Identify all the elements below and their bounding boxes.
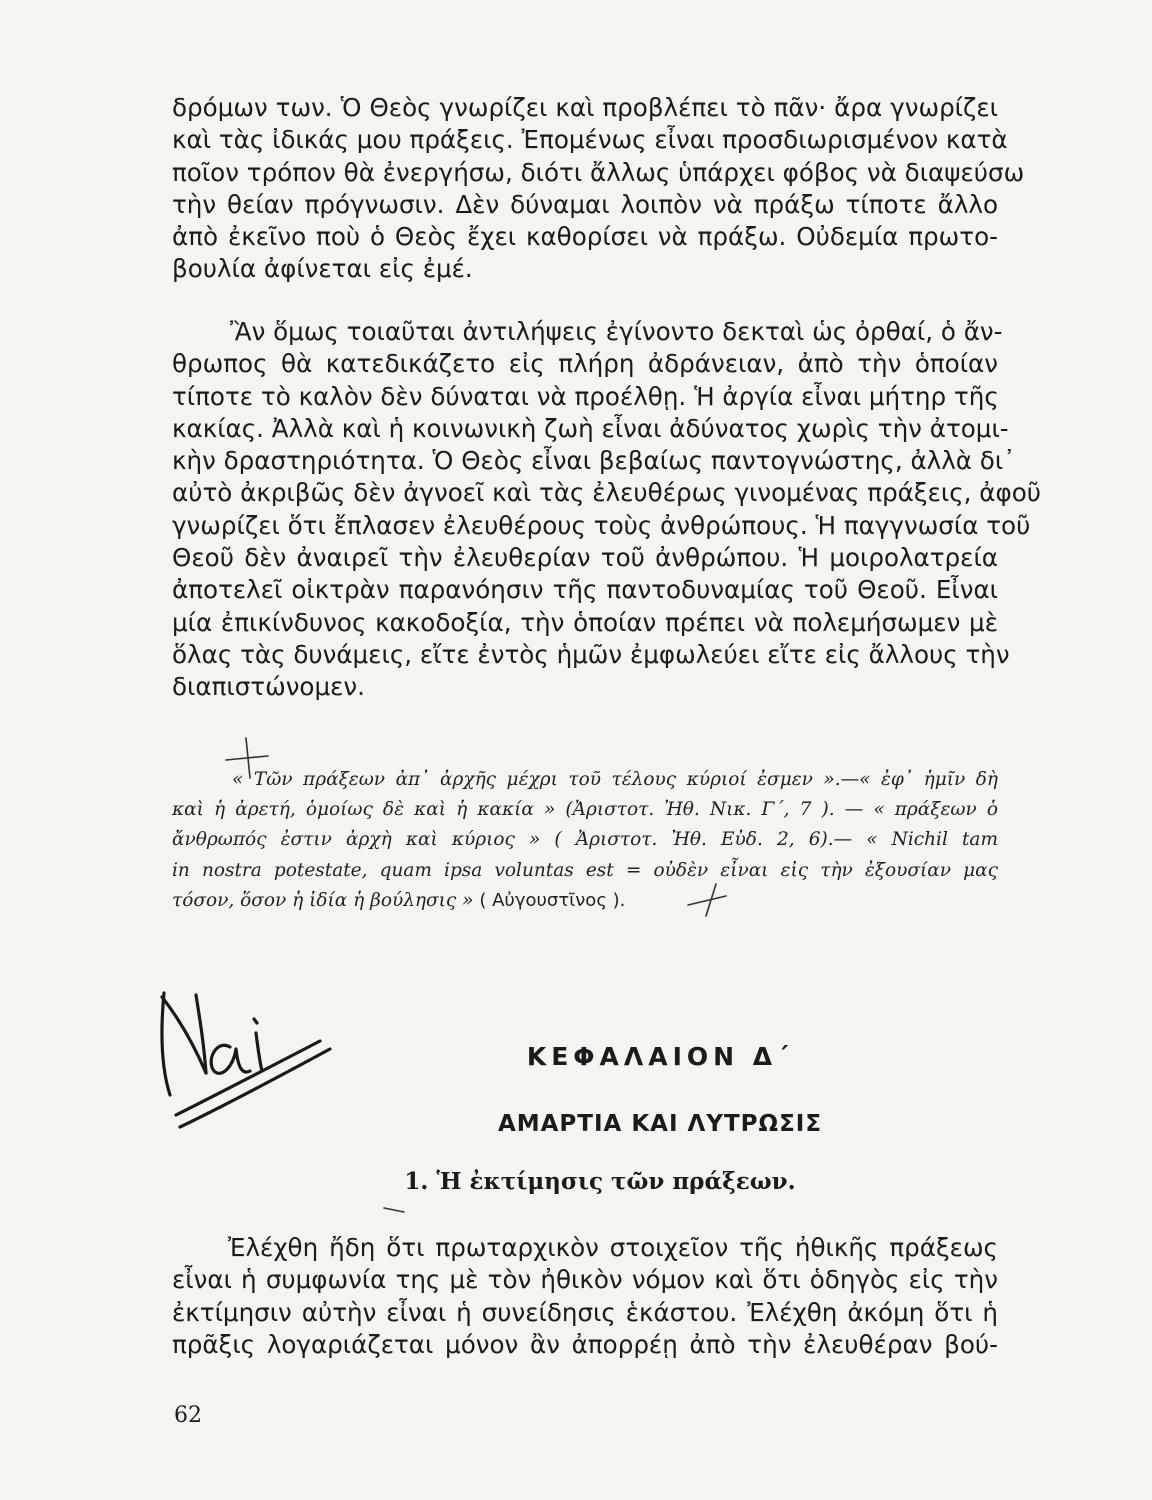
text-line: Θεοῦ δὲν ἀναιρεῖ τὴν ἐλευθερίαν τοῦ ἀνθρώπου. Ἡ μοιρολατρεία — [172, 543, 998, 573]
text-line: ἀπὸ ἐκεῖνο ποὺ ὁ Θεὸς ἔχει καθορίσει νὰ πράξω. Οὐδεμία πρωτο- — [172, 222, 998, 252]
section-underline-mark — [384, 1208, 404, 1212]
quote-text: τόσον, ὅσον ἡ ἰδία ἡ βούλησις » — [172, 889, 474, 911]
chapter-subtitle: ΑΜΑΡΤΙΑ ΚΑΙ ΛΥΤΡΩΣΙΣ — [497, 1111, 823, 1137]
text-line: τίποτε τὸ καλὸν δὲν δύναται νὰ προέλθῃ. Ἡ ἀργία εἶναι μήτηρ τῆς — [172, 381, 999, 411]
text-line: τὴν θείαν πρόγνωσιν. Δὲν δύναμαι λοιπὸν νὰ πράξω τίποτε ἄλλο — [172, 189, 998, 219]
text-line: καὶ τὰς ἰδικάς μου πράξεις. Ἐπομένως εἶναι προσδιωρισμένον κατὰ — [172, 125, 1008, 155]
quote-line: « Τῶν πράξεων ἀπ᾽ ἀρχῆς μέχρι τοῦ τέλους κύριοί ἐσμεν ».—« ἐφ᾽ ἡμῖν δὴ — [232, 769, 998, 790]
text-line: εἶναι ἡ συμφωνία της μὲ τὸν ἠθικὸν νόμον καὶ ὅτι ὁδηγὸς εἰς τὴν — [172, 1265, 998, 1295]
text-line: δρόμων των. Ὁ Θεὸς γνωρίζει καὶ προβλέπει τὸ πᾶν· ἄρα γνωρίζει — [172, 93, 998, 122]
text-line: μία ἐπικίνδυνος κακοδοξία, τὴν ὁποίαν πρέπει νὰ πολεμήσωμεν μὲ — [172, 607, 998, 637]
text-line: θρωπος θὰ κατεδικάζετο εἰς πλήρη ἀδράνειαν, ἀπὸ τὴν ὁποίαν — [172, 349, 998, 379]
plus-mark-horizontal — [688, 896, 726, 905]
quote-line: καὶ ἡ ἀρετή, ὁμοίως δὲ καὶ ἡ κακία » (Ἀριστοτ. Ἠθ. Νικ. Γ΄, 7 ). — « πράξεων ὁ — [172, 799, 998, 821]
text-line: πρᾶξις λογαριάζεται μόνον ἂν ἀπορρέῃ ἀπὸ τὴν ἐλευθέραν βού- — [172, 1329, 998, 1359]
plus-mark-horizontal — [226, 756, 268, 760]
text-line: αὐτὸ ἀκριβῶς δὲν ἀγνοεῖ καὶ τὰς ἐλευθέρως γινομένας πράξεις, ἀφοῦ — [172, 478, 1042, 508]
chapter-title: ΚΕΦΑΛΑΙΟΝ Δ΄ — [526, 1042, 794, 1071]
paragraph-3 — [172, 1232, 998, 1361]
text-line: γνωρίζει ὅτι ἔπλασεν ἐλευθέρους τοὺς ἀνθρώπους. Ἡ παγγνωσία τοῦ — [172, 510, 1031, 540]
quote-line: ἄνθρωπός ἐστιν ἀρχὴ καὶ κύριος » ( Ἀριστοτ. Ἠθ. Εὐδ. 2, 6).— « Nichil tam — [172, 829, 998, 851]
text-line: βουλία ἀφίνεται εἰς ἐμέ. — [172, 254, 473, 284]
text-line: ἐκτίμησιν αὐτὴν εἶναι ἡ συνείδησις ἑκάστου. Ἐλέχθη ἀκόμη ὅτι ἡ — [172, 1297, 998, 1327]
text-line: διαπιστώνομεν. — [172, 672, 365, 702]
text-line: κὴν δραστηριότητα. Ὁ Θεὸς εἶναι βεβαίως παντογνώστης, ἀλλὰ δι᾽ — [172, 446, 1016, 476]
quote-attribution: ( Αὐγουστῖνος ). — [479, 889, 626, 911]
text-line: ὅλας τὰς δυνάμεις, εἴτε ἐντὸς ἡμῶν ἐμφωλεύει εἴτε εἰς ἄλλους τὴν — [172, 639, 1010, 669]
text-line: ἀποτελεῖ οἰκτρὰν παρανόησιν τῆς παντοδυναμίας τοῦ Θεοῦ. Εἶναι — [172, 575, 998, 605]
text-line: κακίας. Ἀλλὰ καὶ ἡ κοινωνικὴ ζωὴ εἶναι ἀδύνατος χωρὶς τὴν ἀτομι- — [172, 413, 1009, 443]
text-line: ποῖον τρόπον θὰ ἐνεργήσω, διότι ἄλλως ὑπάρχει φόβος νὰ διαψεύσω — [172, 157, 1025, 187]
page-number: 62 — [174, 1403, 202, 1428]
text-line: Ἂν ὅμως τοιαῦται ἀντιλήψεις ἐγίνοντο δεκταὶ ὡς ὀρθαί, ὁ ἄν- — [230, 317, 1003, 346]
section-heading: 1. Ἡ ἐκτίμησις τῶν πράξεων. — [404, 1168, 796, 1195]
quote-line: in nostra potestate, quam ipsa voluntas est = οὐδὲν εἶναι εἰς τὴν ἐξουσίαν μας — [172, 859, 998, 881]
text-line: Ἐλέχθη ἤδη ὅτι πρωταρχικὸν στοιχεῖον τῆς ἠθικῆς πράξεως — [228, 1233, 998, 1262]
